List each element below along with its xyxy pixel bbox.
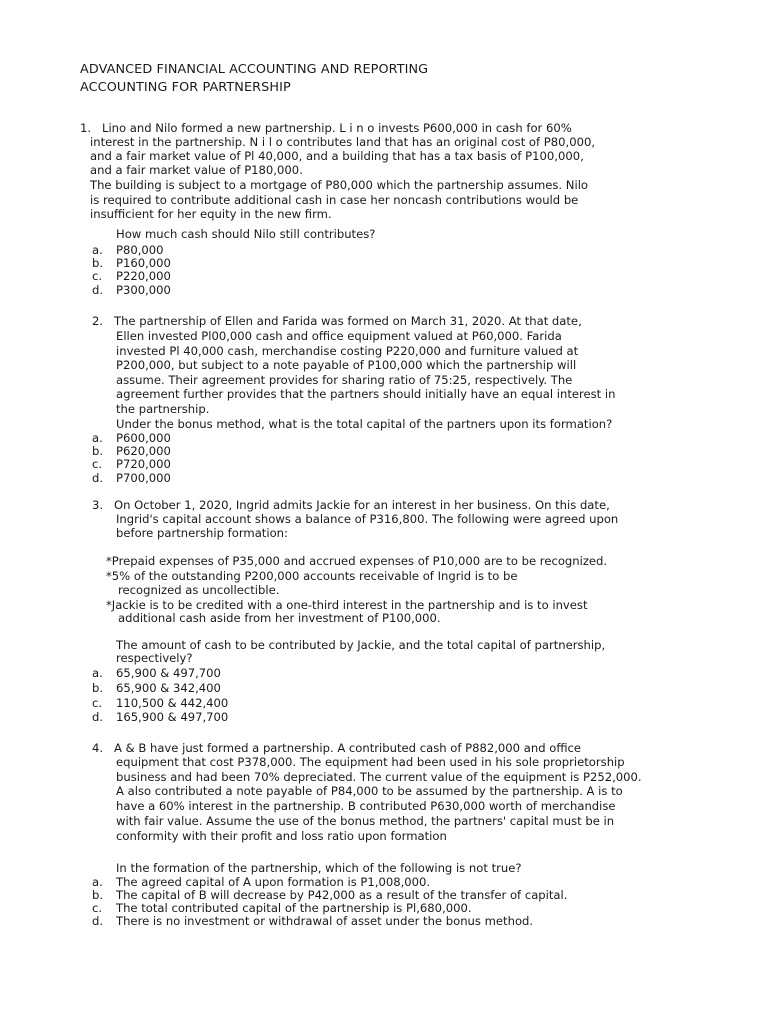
question-2-body-line: assume. Their agreement provides for sharing ratio of 75:25, respectively. The <box>116 373 573 387</box>
option-text: 65,900 & 342,400 <box>116 681 221 695</box>
question-2-option-d <box>92 471 171 485</box>
question-1-prompt: How much cash should Nilo still contributes? <box>116 227 376 241</box>
option-text: P80,000 <box>116 243 164 257</box>
question-1-option-d <box>92 283 171 297</box>
question-4-body-line: business and had been 70% depreciated. The current value of the equipment is P252,000. <box>116 770 642 784</box>
question-4-body-line: equipment that cost P378,000. The equipment had been used in his sole proprietorship <box>116 755 625 769</box>
option-letter: b. <box>92 444 104 458</box>
option-text: The capital of B will decrease by P42,000 as a result of the transfer of capital. <box>116 888 568 902</box>
option-letter: d. <box>92 914 104 928</box>
option-letter: a. <box>92 243 103 257</box>
question-4-body-line: have a 60% interest in the partnership. B contributed P630,000 worth of merchandise <box>116 799 616 813</box>
question-4-body-line: A also contributed a note payable of P84,000 to be assumed by the partnership. A is to <box>116 784 623 798</box>
option-letter: a. <box>92 666 103 680</box>
option-letter: d. <box>92 710 104 724</box>
option-text: P300,000 <box>116 283 171 297</box>
question-1-body-line: interest in the partnership. N i l o contributes land that has an original cost of P80,000, <box>90 135 596 149</box>
question-2-option-b <box>92 444 171 458</box>
option-letter: b. <box>92 888 104 902</box>
question-4-number: 4. <box>92 741 104 755</box>
question-3-body-line: On October 1, 2020, Ingrid admits Jackie for an interest in her business. On this date, <box>114 498 610 512</box>
question-1-body-line: Lino and Nilo formed a new partnership. L i n o invests P600,000 in cash for 60% <box>102 121 572 135</box>
question-1-body-line: insufficient for her equity in the new firm. <box>90 207 332 221</box>
question-1-option-b <box>92 256 171 270</box>
question-3-option-c <box>92 696 228 710</box>
question-2-option-a <box>92 431 171 445</box>
question-3-body-line: before partnership formation: <box>116 526 288 540</box>
question-2-body-line: The partnership of Ellen and Farida was formed on March 31, 2020. At that date, <box>114 314 582 328</box>
question-1-option-c <box>92 269 171 283</box>
question-3-option-b <box>92 681 221 695</box>
option-text: P620,000 <box>116 444 171 458</box>
question-2-first-line <box>92 314 582 328</box>
option-text: P220,000 <box>116 269 171 283</box>
question-4-body-line: conformity with their profit and loss ratio upon formation <box>116 829 447 843</box>
document-title: ADVANCED FINANCIAL ACCOUNTING AND REPORTING <box>80 62 429 77</box>
question-2-body-line: invested Pl 40,000 cash, merchandise costing P220,000 and furniture valued at <box>116 344 579 358</box>
question-2-number: 2. <box>92 314 104 328</box>
question-2-body-line: agreement further provides that the partners should initially have an equal interest in <box>116 387 616 401</box>
question-2-prompt: Under the bonus method, what is the total capital of the partners upon its formation? <box>116 417 613 431</box>
question-1-body-line: and a fair market value of P180,000. <box>90 163 303 177</box>
question-1-body-line: The building is subject to a mortgage of P80,000 which the partnership assumes. Nilo <box>90 178 589 192</box>
question-2-body-line: the partnership. <box>116 402 210 416</box>
option-letter: d. <box>92 471 104 485</box>
option-letter: b. <box>92 681 104 695</box>
question-3-bullet: *5% of the outstanding P200,000 accounts receivable of Ingrid is to be <box>106 569 518 583</box>
option-letter: a. <box>92 875 103 889</box>
question-4-body-line: A & B have just formed a partnership. A contributed cash of P882,000 and office <box>114 741 582 755</box>
question-4-first-line <box>92 741 581 755</box>
option-text: The agreed capital of A upon formation is P1,008,000. <box>116 875 431 889</box>
question-4-option-c <box>92 901 472 915</box>
question-3-prompt: The amount of cash to be contributed by Jackie, and the total capital of partnership, <box>116 638 606 652</box>
question-4-body-line: with fair value. Assume the use of the bonus method, the partners' capital must be in <box>116 814 615 828</box>
question-3-bullet: *Jackie is to be credited with a one-third interest in the partnership and is to invest <box>106 598 588 612</box>
option-letter: c. <box>92 457 103 471</box>
question-3-bullet: *Prepaid expenses of P35,000 and accrued expenses of P10,000 are to be recognized. <box>106 554 608 568</box>
option-text: 65,900 & 497,700 <box>116 666 221 680</box>
question-1-number: 1. <box>80 121 92 135</box>
question-3-option-a <box>92 666 221 680</box>
document-subtitle: ACCOUNTING FOR PARTNERSHIP <box>80 80 291 95</box>
question-1-body-line: is required to contribute additional cash in case her noncash contributions would be <box>90 193 579 207</box>
option-text: P600,000 <box>116 431 171 445</box>
question-2-body-line: P200,000, but subject to a note payable of P100,000 which the partnership will <box>116 358 577 372</box>
question-1-first-line <box>80 121 572 135</box>
option-text: 110,500 & 442,400 <box>116 696 229 710</box>
question-1-body-line: and a fair market value of Pl 40,000, and a building that has a tax basis of P100,000, <box>90 149 584 163</box>
option-letter: c. <box>92 696 103 710</box>
question-4-option-a <box>92 875 430 889</box>
question-2-option-c <box>92 457 171 471</box>
question-3-prompt-continued: respectively? <box>116 651 193 665</box>
question-3-number: 3. <box>92 498 104 512</box>
option-text: 165,900 & 497,700 <box>116 710 229 724</box>
option-letter: a. <box>92 431 103 445</box>
question-3-body-line: Ingrid's capital account shows a balance of P316,800. The following were agreed upon <box>116 512 619 526</box>
question-3-option-d <box>92 710 228 724</box>
option-text: P700,000 <box>116 471 171 485</box>
question-3-first-line <box>92 498 610 512</box>
option-text: P720,000 <box>116 457 171 471</box>
question-3-bullet-continued: recognized as uncollectible. <box>118 583 280 597</box>
option-text: The total contributed capital of the partnership is Pl,680,000. <box>116 901 472 915</box>
question-4-prompt: In the formation of the partnership, which of the following is not true? <box>116 861 522 875</box>
option-letter: b. <box>92 256 104 270</box>
option-letter: c. <box>92 901 103 915</box>
question-4-option-b <box>92 888 567 902</box>
question-3-bullet-continued: additional cash aside from her investment of P100,000. <box>118 611 441 625</box>
option-letter: d. <box>92 283 104 297</box>
question-2-body-line: Ellen invested Pl00,000 cash and office equipment valued at P60,000. Farida <box>116 329 562 343</box>
question-1-option-a <box>92 243 164 257</box>
option-text: P160,000 <box>116 256 171 270</box>
option-letter: c. <box>92 269 103 283</box>
question-4-option-d <box>92 914 533 928</box>
option-text: There is no investment or withdrawal of asset under the bonus method. <box>116 914 534 928</box>
